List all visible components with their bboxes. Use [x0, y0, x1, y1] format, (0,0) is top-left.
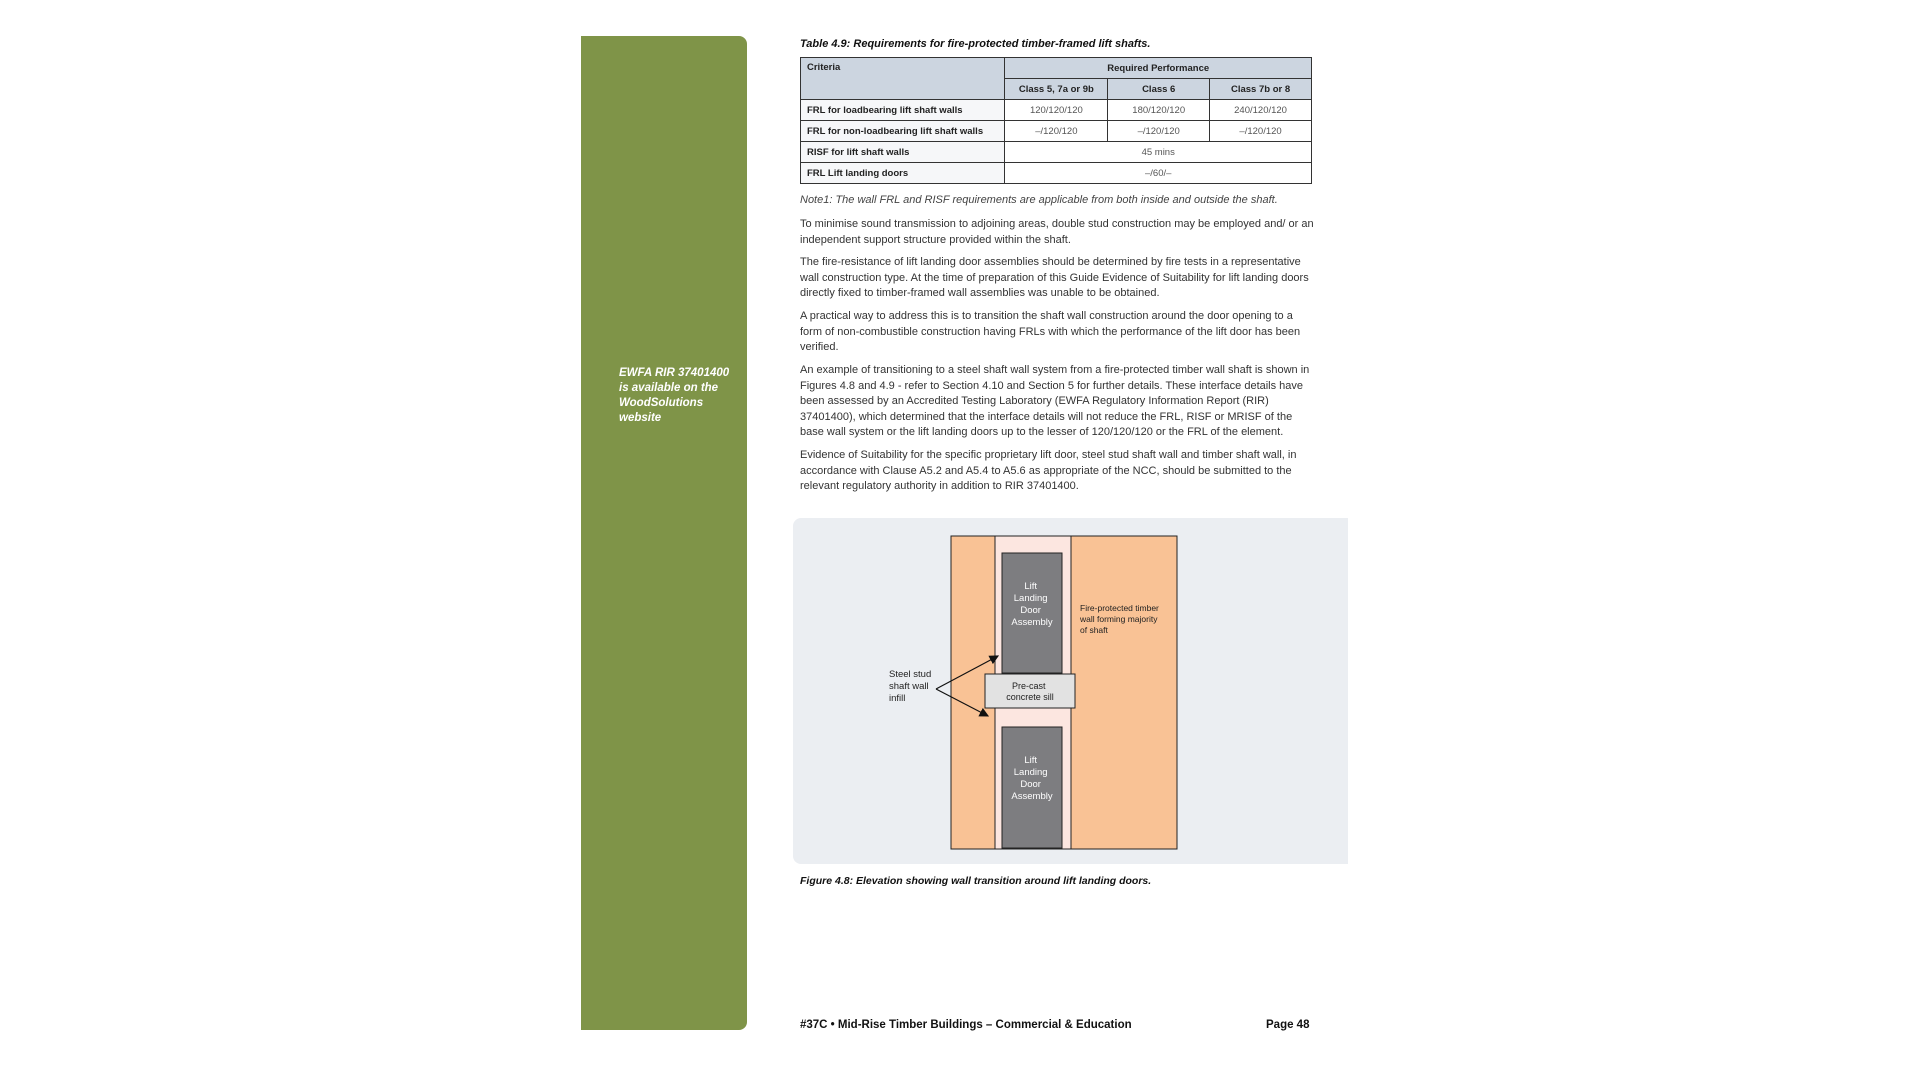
timber-label: of shaft — [1080, 625, 1108, 635]
sidebar-note: EWFA RIR 37401400 is available on the WoodSolutions website — [619, 367, 730, 424]
row-value: –/60/– — [1005, 163, 1312, 184]
paragraph: Evidence of Suitability for the specific proprietary lift door, steel stud shaft wall and timber shaft wall, in accordance with Clause A5.2 and A5.4 to A5.6 as appropriate of the NCC, should be submitted to the relevant regulatory authority in addition to RIR 37401400. — [800, 449, 1297, 492]
steel-label: Steel stud — [889, 669, 932, 680]
door-label: Assembly — [1011, 791, 1053, 802]
door-label: Lift — [1024, 755, 1038, 766]
footer-title: #37C • Mid-Rise Timber Buildings – Commercial & Education — [800, 1019, 1132, 1031]
concrete-sill — [985, 674, 1075, 708]
steel-label: infill — [889, 693, 906, 704]
header-required-performance: Required Performance — [1005, 58, 1312, 79]
timber-wall-right — [1071, 536, 1177, 849]
row-criteria: FRL Lift landing doors — [801, 163, 1005, 184]
row-value: –/120/120 — [1005, 121, 1108, 142]
header-class-5-7a-9b: Class 5, 7a or 9b — [1005, 79, 1108, 100]
paragraph: An example of transitioning to a steel shaft wall system from a fire-protected timber wall shaft is shown in Figures 4.8 and 4.9 - refer to Section 4.10 and Section 5 for further details. These interface details have been assessed by an Accredited Testing Laboratory (EWFA Regulatory Information Report (RIR) 37401400), which determined that the interface details will not reduce the FRL, RISF or MRISF of the base wall system or the lift landing doors up to the lesser of 120/120/120 or the FRL of the element. — [800, 364, 1310, 438]
door-label: Landing — [1013, 593, 1048, 604]
steel-label: shaft wall — [889, 681, 929, 692]
header-class-7b-8: Class 7b or 8 — [1210, 79, 1312, 100]
paragraph: To minimise sound transmission to adjoining areas, double stud construction may be employed and/ or an independent support structure provided within the shaft. — [800, 218, 1314, 246]
header-criteria: Criteria — [801, 58, 1005, 100]
row-value: –/120/120 — [1210, 121, 1312, 142]
door-label: Door — [1020, 779, 1041, 790]
paragraph: A practical way to address this is to transition the shaft wall construction around the door opening to a form of non-combustible construction having FRLs with which the performance of the lift door has been verified. — [800, 310, 1301, 353]
row-value: –/120/120 — [1108, 121, 1210, 142]
row-value: 240/120/120 — [1210, 100, 1312, 121]
row-criteria: FRL for loadbearing lift shaft walls — [801, 100, 1005, 121]
timber-label: wall forming majority — [1080, 614, 1158, 624]
timber-label: Fire-protected timber — [1080, 603, 1159, 613]
sill-label: Pre-cast — [1011, 681, 1046, 691]
row-criteria: FRL for non-loadbearing lift shaft walls — [801, 121, 1005, 142]
page-number: Page 48 — [1266, 1019, 1310, 1031]
door-label: Landing — [1013, 767, 1048, 778]
paragraph: The fire-resistance of lift landing door assemblies should be determined by fire tests in a representative wall construction type. At the time of preparation of this Guide Evidence of Suitability for lift landing doors directly fixed to timber-framed wall assemblies was unable to be obtained. — [800, 256, 1309, 299]
table-note: Note1: The wall FRL and RISF requirements are applicable from both inside and outside the shaft. — [800, 194, 1278, 206]
door-label: Lift — [1024, 581, 1038, 592]
figure-caption: Figure 4.8: Elevation showing wall transition around lift landing doors. — [800, 875, 1152, 887]
door-label: Assembly — [1011, 617, 1053, 628]
row-value: 180/120/120 — [1108, 100, 1210, 121]
door-label: Door — [1020, 605, 1041, 616]
svg-text:Steel stud shaft wall — [889, 669, 934, 704]
sill-label: concrete sill — [1006, 692, 1054, 702]
table-caption: Table 4.9: Requirements for fire-protected timber-framed lift shafts. — [800, 38, 1151, 50]
row-value: 45 mins — [1005, 142, 1312, 163]
svg-text:Pre-cast concrete sill — [1006, 681, 1054, 702]
row-value: 120/120/120 — [1005, 100, 1108, 121]
row-criteria: RISF for lift shaft walls — [801, 142, 1005, 163]
header-class-6: Class 6 — [1108, 79, 1210, 100]
